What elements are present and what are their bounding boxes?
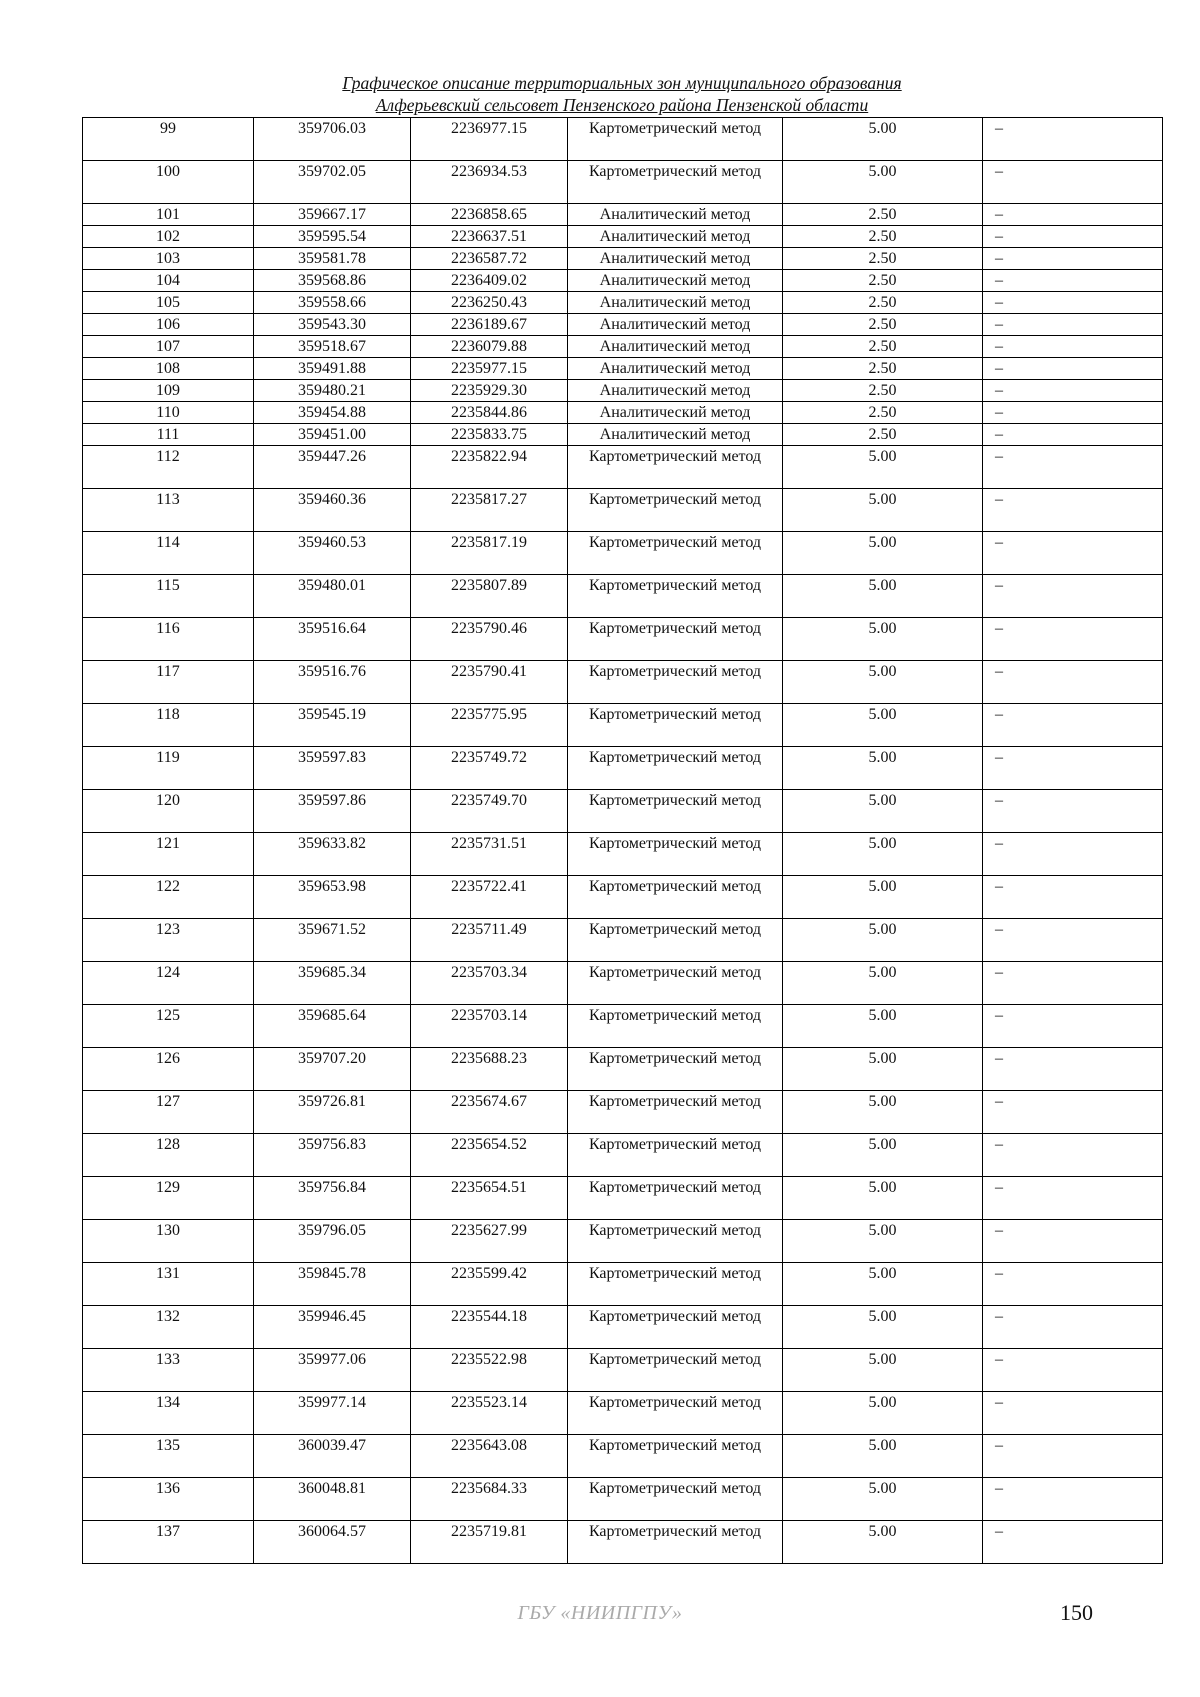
method-cell: Картометрический метод <box>568 532 783 575</box>
x-coordinate-cell: 359706.03 <box>254 118 411 161</box>
description-cell: – <box>983 1392 1163 1435</box>
x-coordinate-cell: 359460.36 <box>254 489 411 532</box>
table-row <box>83 1521 1163 1564</box>
x-coordinate-cell: 359756.84 <box>254 1177 411 1220</box>
table-row <box>83 248 1163 270</box>
table-row <box>83 790 1163 833</box>
method-cell: Картометрический метод <box>568 1306 783 1349</box>
table-row <box>83 1478 1163 1521</box>
method-cell: Картометрический метод <box>568 704 783 747</box>
point-number-cell: 108 <box>83 358 254 380</box>
description-cell: – <box>983 962 1163 1005</box>
method-cell: Картометрический метод <box>568 1134 783 1177</box>
y-coordinate-cell: 2235703.34 <box>411 962 568 1005</box>
description-cell: – <box>983 1263 1163 1306</box>
method-cell: Картометрический метод <box>568 1220 783 1263</box>
point-number-cell: 100 <box>83 161 254 204</box>
description-cell: – <box>983 575 1163 618</box>
table-row <box>83 336 1163 358</box>
x-coordinate-cell: 360039.47 <box>254 1435 411 1478</box>
accuracy-cell: 5.00 <box>783 1005 983 1048</box>
description-cell: – <box>983 1478 1163 1521</box>
y-coordinate-cell: 2235790.46 <box>411 618 568 661</box>
accuracy-cell: 5.00 <box>783 1177 983 1220</box>
y-coordinate-cell: 2235977.15 <box>411 358 568 380</box>
description-cell: – <box>983 833 1163 876</box>
point-number-cell: 131 <box>83 1263 254 1306</box>
method-cell: Картометрический метод <box>568 1478 783 1521</box>
point-number-cell: 129 <box>83 1177 254 1220</box>
accuracy-cell: 5.00 <box>783 1134 983 1177</box>
x-coordinate-cell: 359595.54 <box>254 226 411 248</box>
table-row <box>83 1349 1163 1392</box>
table-row <box>83 1048 1163 1091</box>
x-coordinate-cell: 359491.88 <box>254 358 411 380</box>
table-row <box>83 962 1163 1005</box>
y-coordinate-cell: 2236079.88 <box>411 336 568 358</box>
method-cell: Аналитический метод <box>568 204 783 226</box>
y-coordinate-cell: 2235833.75 <box>411 424 568 446</box>
y-coordinate-cell: 2235523.14 <box>411 1392 568 1435</box>
method-cell: Картометрический метод <box>568 1048 783 1091</box>
method-cell: Аналитический метод <box>568 424 783 446</box>
description-cell: – <box>983 402 1163 424</box>
table-row <box>83 446 1163 489</box>
description-cell: – <box>983 1048 1163 1091</box>
method-cell: Картометрический метод <box>568 575 783 618</box>
y-coordinate-cell: 2235703.14 <box>411 1005 568 1048</box>
y-coordinate-cell: 2235775.95 <box>411 704 568 747</box>
point-number-cell: 136 <box>83 1478 254 1521</box>
table-row <box>83 618 1163 661</box>
accuracy-cell: 5.00 <box>783 876 983 919</box>
y-coordinate-cell: 2235844.86 <box>411 402 568 424</box>
point-number-cell: 111 <box>83 424 254 446</box>
accuracy-cell: 5.00 <box>783 618 983 661</box>
coordinates-table <box>82 117 1163 1564</box>
table-row <box>83 424 1163 446</box>
table-row <box>83 661 1163 704</box>
y-coordinate-cell: 2235790.41 <box>411 661 568 704</box>
table-row <box>83 380 1163 402</box>
table-row <box>83 1220 1163 1263</box>
x-coordinate-cell: 359480.01 <box>254 575 411 618</box>
method-cell: Аналитический метод <box>568 270 783 292</box>
y-coordinate-cell: 2236409.02 <box>411 270 568 292</box>
y-coordinate-cell: 2235749.70 <box>411 790 568 833</box>
x-coordinate-cell: 360048.81 <box>254 1478 411 1521</box>
accuracy-cell: 5.00 <box>783 1263 983 1306</box>
point-number-cell: 119 <box>83 747 254 790</box>
accuracy-cell: 5.00 <box>783 919 983 962</box>
accuracy-cell: 5.00 <box>783 1349 983 1392</box>
method-cell: Картометрический метод <box>568 833 783 876</box>
table-row <box>83 118 1163 161</box>
table-row <box>83 161 1163 204</box>
method-cell: Аналитический метод <box>568 358 783 380</box>
x-coordinate-cell: 359480.21 <box>254 380 411 402</box>
y-coordinate-cell: 2235544.18 <box>411 1306 568 1349</box>
description-cell: – <box>983 1091 1163 1134</box>
description-cell: – <box>983 1435 1163 1478</box>
point-number-cell: 121 <box>83 833 254 876</box>
y-coordinate-cell: 2235817.19 <box>411 532 568 575</box>
table-row <box>83 204 1163 226</box>
y-coordinate-cell: 2236934.53 <box>411 161 568 204</box>
x-coordinate-cell: 359454.88 <box>254 402 411 424</box>
method-cell: Картометрический метод <box>568 1521 783 1564</box>
point-number-cell: 116 <box>83 618 254 661</box>
accuracy-cell: 2.50 <box>783 204 983 226</box>
method-cell: Аналитический метод <box>568 292 783 314</box>
y-coordinate-cell: 2235711.49 <box>411 919 568 962</box>
x-coordinate-cell: 359946.45 <box>254 1306 411 1349</box>
accuracy-cell: 5.00 <box>783 446 983 489</box>
point-number-cell: 120 <box>83 790 254 833</box>
point-number-cell: 127 <box>83 1091 254 1134</box>
point-number-cell: 133 <box>83 1349 254 1392</box>
y-coordinate-cell: 2236858.65 <box>411 204 568 226</box>
table-row <box>83 919 1163 962</box>
x-coordinate-cell: 359633.82 <box>254 833 411 876</box>
description-cell: – <box>983 204 1163 226</box>
point-number-cell: 123 <box>83 919 254 962</box>
x-coordinate-cell: 359516.64 <box>254 618 411 661</box>
description-cell: – <box>983 1220 1163 1263</box>
point-number-cell: 132 <box>83 1306 254 1349</box>
accuracy-cell: 5.00 <box>783 1392 983 1435</box>
coordinates-table-body <box>83 118 1163 1564</box>
x-coordinate-cell: 359685.64 <box>254 1005 411 1048</box>
description-cell: – <box>983 1521 1163 1564</box>
method-cell: Аналитический метод <box>568 336 783 358</box>
table-row <box>83 747 1163 790</box>
table-row <box>83 358 1163 380</box>
method-cell: Картометрический метод <box>568 790 783 833</box>
method-cell: Картометрический метод <box>568 876 783 919</box>
point-number-cell: 106 <box>83 314 254 336</box>
description-cell: – <box>983 336 1163 358</box>
point-number-cell: 128 <box>83 1134 254 1177</box>
y-coordinate-cell: 2236587.72 <box>411 248 568 270</box>
point-number-cell: 113 <box>83 489 254 532</box>
x-coordinate-cell: 359667.17 <box>254 204 411 226</box>
description-cell: – <box>983 270 1163 292</box>
description-cell: – <box>983 489 1163 532</box>
x-coordinate-cell: 359516.76 <box>254 661 411 704</box>
accuracy-cell: 5.00 <box>783 962 983 1005</box>
accuracy-cell: 2.50 <box>783 380 983 402</box>
header-line-2: Алферьевский сельсовет Пензенского района Пензенской области <box>375 95 869 115</box>
y-coordinate-cell: 2235654.51 <box>411 1177 568 1220</box>
method-cell: Картометрический метод <box>568 446 783 489</box>
point-number-cell: 122 <box>83 876 254 919</box>
table-row <box>83 704 1163 747</box>
method-cell: Картометрический метод <box>568 1435 783 1478</box>
description-cell: – <box>983 358 1163 380</box>
point-number-cell: 130 <box>83 1220 254 1263</box>
table-row <box>83 575 1163 618</box>
method-cell: Картометрический метод <box>568 118 783 161</box>
description-cell: – <box>983 532 1163 575</box>
description-cell: – <box>983 747 1163 790</box>
point-number-cell: 115 <box>83 575 254 618</box>
y-coordinate-cell: 2235929.30 <box>411 380 568 402</box>
y-coordinate-cell: 2235522.98 <box>411 1349 568 1392</box>
point-number-cell: 105 <box>83 292 254 314</box>
y-coordinate-cell: 2235599.42 <box>411 1263 568 1306</box>
accuracy-cell: 2.50 <box>783 248 983 270</box>
x-coordinate-cell: 359558.66 <box>254 292 411 314</box>
method-cell: Картометрический метод <box>568 1091 783 1134</box>
method-cell: Картометрический метод <box>568 1392 783 1435</box>
method-cell: Аналитический метод <box>568 402 783 424</box>
point-number-cell: 103 <box>83 248 254 270</box>
point-number-cell: 101 <box>83 204 254 226</box>
accuracy-cell: 2.50 <box>783 226 983 248</box>
accuracy-cell: 2.50 <box>783 292 983 314</box>
table-row <box>83 270 1163 292</box>
point-number-cell: 102 <box>83 226 254 248</box>
y-coordinate-cell: 2235749.72 <box>411 747 568 790</box>
method-cell: Картометрический метод <box>568 962 783 1005</box>
accuracy-cell: 5.00 <box>783 489 983 532</box>
accuracy-cell: 5.00 <box>783 1048 983 1091</box>
x-coordinate-cell: 359671.52 <box>254 919 411 962</box>
point-number-cell: 107 <box>83 336 254 358</box>
point-number-cell: 137 <box>83 1521 254 1564</box>
y-coordinate-cell: 2236637.51 <box>411 226 568 248</box>
y-coordinate-cell: 2235807.89 <box>411 575 568 618</box>
point-number-cell: 114 <box>83 532 254 575</box>
y-coordinate-cell: 2235684.33 <box>411 1478 568 1521</box>
description-cell: – <box>983 161 1163 204</box>
description-cell: – <box>983 618 1163 661</box>
description-cell: – <box>983 118 1163 161</box>
accuracy-cell: 5.00 <box>783 161 983 204</box>
accuracy-cell: 2.50 <box>783 270 983 292</box>
accuracy-cell: 5.00 <box>783 747 983 790</box>
table-row <box>83 489 1163 532</box>
method-cell: Аналитический метод <box>568 380 783 402</box>
accuracy-cell: 2.50 <box>783 424 983 446</box>
x-coordinate-cell: 359977.06 <box>254 1349 411 1392</box>
point-number-cell: 109 <box>83 380 254 402</box>
x-coordinate-cell: 359977.14 <box>254 1392 411 1435</box>
accuracy-cell: 5.00 <box>783 790 983 833</box>
method-cell: Картометрический метод <box>568 919 783 962</box>
point-number-cell: 112 <box>83 446 254 489</box>
y-coordinate-cell: 2235688.23 <box>411 1048 568 1091</box>
y-coordinate-cell: 2235817.27 <box>411 489 568 532</box>
method-cell: Картометрический метод <box>568 747 783 790</box>
point-number-cell: 125 <box>83 1005 254 1048</box>
description-cell: – <box>983 424 1163 446</box>
description-cell: – <box>983 226 1163 248</box>
method-cell: Аналитический метод <box>568 248 783 270</box>
description-cell: – <box>983 446 1163 489</box>
table-row <box>83 1177 1163 1220</box>
y-coordinate-cell: 2235722.41 <box>411 876 568 919</box>
accuracy-cell: 5.00 <box>783 1478 983 1521</box>
table-row <box>83 1134 1163 1177</box>
accuracy-cell: 5.00 <box>783 661 983 704</box>
description-cell: – <box>983 380 1163 402</box>
y-coordinate-cell: 2235654.52 <box>411 1134 568 1177</box>
accuracy-cell: 2.50 <box>783 314 983 336</box>
x-coordinate-cell: 359796.05 <box>254 1220 411 1263</box>
point-number-cell: 124 <box>83 962 254 1005</box>
table-row <box>83 1091 1163 1134</box>
point-number-cell: 134 <box>83 1392 254 1435</box>
accuracy-cell: 2.50 <box>783 358 983 380</box>
accuracy-cell: 5.00 <box>783 575 983 618</box>
y-coordinate-cell: 2235643.08 <box>411 1435 568 1478</box>
accuracy-cell: 2.50 <box>783 336 983 358</box>
method-cell: Картометрический метод <box>568 1263 783 1306</box>
y-coordinate-cell: 2235822.94 <box>411 446 568 489</box>
accuracy-cell: 5.00 <box>783 118 983 161</box>
description-cell: – <box>983 790 1163 833</box>
accuracy-cell: 5.00 <box>783 704 983 747</box>
description-cell: – <box>983 1134 1163 1177</box>
point-number-cell: 118 <box>83 704 254 747</box>
table-row <box>83 292 1163 314</box>
header-line-1: Графическое описание территориальных зон муниципального образования <box>342 73 902 93</box>
method-cell: Картометрический метод <box>568 489 783 532</box>
point-number-cell: 104 <box>83 270 254 292</box>
description-cell: – <box>983 919 1163 962</box>
method-cell: Аналитический метод <box>568 226 783 248</box>
description-cell: – <box>983 292 1163 314</box>
x-coordinate-cell: 359460.53 <box>254 532 411 575</box>
table-row <box>83 314 1163 336</box>
accuracy-cell: 2.50 <box>783 402 983 424</box>
x-coordinate-cell: 359845.78 <box>254 1263 411 1306</box>
description-cell: – <box>983 1349 1163 1392</box>
table-row <box>83 1263 1163 1306</box>
accuracy-cell: 5.00 <box>783 532 983 575</box>
x-coordinate-cell: 359702.05 <box>254 161 411 204</box>
table-row <box>83 1392 1163 1435</box>
x-coordinate-cell: 359581.78 <box>254 248 411 270</box>
x-coordinate-cell: 359653.98 <box>254 876 411 919</box>
y-coordinate-cell: 2235719.81 <box>411 1521 568 1564</box>
x-coordinate-cell: 359545.19 <box>254 704 411 747</box>
x-coordinate-cell: 359543.30 <box>254 314 411 336</box>
x-coordinate-cell: 360064.57 <box>254 1521 411 1564</box>
description-cell: – <box>983 704 1163 747</box>
y-coordinate-cell: 2235627.99 <box>411 1220 568 1263</box>
table-row <box>83 1005 1163 1048</box>
page-number: 150 <box>1060 1600 1093 1625</box>
accuracy-cell: 5.00 <box>783 1521 983 1564</box>
document-header <box>82 72 1162 116</box>
description-cell: – <box>983 1306 1163 1349</box>
x-coordinate-cell: 359451.00 <box>254 424 411 446</box>
method-cell: Картометрический метод <box>568 1177 783 1220</box>
description-cell: – <box>983 1005 1163 1048</box>
point-number-cell: 135 <box>83 1435 254 1478</box>
table-row <box>83 876 1163 919</box>
table-row <box>83 833 1163 876</box>
accuracy-cell: 5.00 <box>783 833 983 876</box>
table-row <box>83 226 1163 248</box>
table-row <box>83 532 1163 575</box>
description-cell: – <box>983 1177 1163 1220</box>
x-coordinate-cell: 359447.26 <box>254 446 411 489</box>
point-number-cell: 99 <box>83 118 254 161</box>
accuracy-cell: 5.00 <box>783 1091 983 1134</box>
y-coordinate-cell: 2235731.51 <box>411 833 568 876</box>
table-row <box>83 402 1163 424</box>
x-coordinate-cell: 359707.20 <box>254 1048 411 1091</box>
x-coordinate-cell: 359597.86 <box>254 790 411 833</box>
method-cell: Картометрический метод <box>568 1005 783 1048</box>
method-cell: Картометрический метод <box>568 1349 783 1392</box>
accuracy-cell: 5.00 <box>783 1435 983 1478</box>
y-coordinate-cell: 2235674.67 <box>411 1091 568 1134</box>
y-coordinate-cell: 2236977.15 <box>411 118 568 161</box>
point-number-cell: 126 <box>83 1048 254 1091</box>
x-coordinate-cell: 359518.67 <box>254 336 411 358</box>
y-coordinate-cell: 2236250.43 <box>411 292 568 314</box>
footer-organization: ГБУ «НИИПГПУ» <box>517 1602 683 1624</box>
x-coordinate-cell: 359597.83 <box>254 747 411 790</box>
table-row <box>83 1306 1163 1349</box>
x-coordinate-cell: 359685.34 <box>254 962 411 1005</box>
table-row <box>83 1435 1163 1478</box>
description-cell: – <box>983 248 1163 270</box>
x-coordinate-cell: 359756.83 <box>254 1134 411 1177</box>
description-cell: – <box>983 314 1163 336</box>
accuracy-cell: 5.00 <box>783 1220 983 1263</box>
description-cell: – <box>983 876 1163 919</box>
y-coordinate-cell: 2236189.67 <box>411 314 568 336</box>
method-cell: Картометрический метод <box>568 661 783 704</box>
method-cell: Картометрический метод <box>568 618 783 661</box>
point-number-cell: 110 <box>83 402 254 424</box>
accuracy-cell: 5.00 <box>783 1306 983 1349</box>
x-coordinate-cell: 359726.81 <box>254 1091 411 1134</box>
description-cell: – <box>983 661 1163 704</box>
x-coordinate-cell: 359568.86 <box>254 270 411 292</box>
method-cell: Аналитический метод <box>568 314 783 336</box>
method-cell: Картометрический метод <box>568 161 783 204</box>
point-number-cell: 117 <box>83 661 254 704</box>
